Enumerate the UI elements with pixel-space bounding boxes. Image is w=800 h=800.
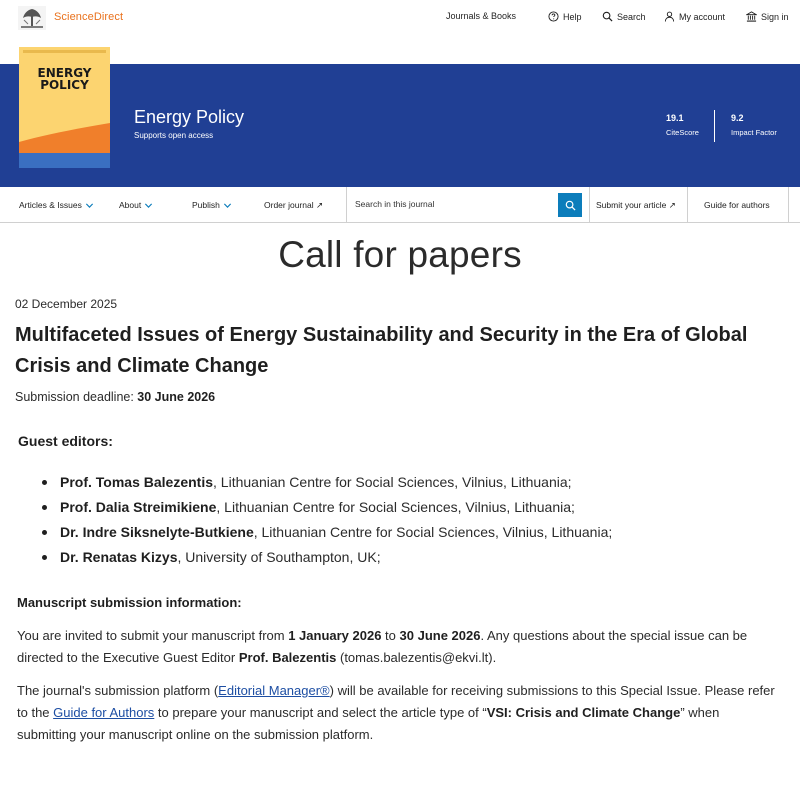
help-circle-icon xyxy=(548,11,559,22)
editor-name: Dr. Renatas Kizys xyxy=(60,549,178,565)
nav-about[interactable] xyxy=(119,200,153,210)
journal-title[interactable]: Energy Policy xyxy=(134,107,245,127)
editor-affiliation: , Lithuanian Centre for Social Sciences, Vilnius, Lithuania; xyxy=(216,499,575,515)
text: to xyxy=(381,628,400,643)
submission-deadline xyxy=(15,390,215,404)
nav-submit-article-label: Submit your article ↗ xyxy=(596,200,676,210)
text: The journal's submission platform ( xyxy=(17,683,219,698)
deadline-label: Submission deadline: xyxy=(15,390,138,404)
editor-email: (tomas.balezentis@ekvi.lt). xyxy=(336,650,497,665)
guest-editors-list xyxy=(40,470,612,570)
nav-divider xyxy=(788,187,789,223)
text: to prepare your manuscript and select the article type of “ xyxy=(154,705,487,720)
nav-guide-for-authors[interactable] xyxy=(704,200,770,210)
institution-icon xyxy=(746,11,757,22)
deadline-value: 30 June 2026 xyxy=(137,390,216,404)
end-date: 30 June 2026 xyxy=(399,628,481,643)
guest-editors-heading: Guest editors: xyxy=(18,433,113,449)
text: ” when submitting your manuscript online on the submission platform. xyxy=(17,705,720,742)
submission-period-paragraph xyxy=(17,625,777,669)
text: ) will be available for receiving submissions to this Special Issue. Please refer to the xyxy=(17,683,775,720)
nav-about-label: About xyxy=(119,200,142,210)
help-link[interactable] xyxy=(548,11,582,22)
text: . Any questions about the special issue can be directed to the Executive Guest Editor xyxy=(17,628,748,665)
impact-factor-value: 9.2 xyxy=(731,113,744,123)
start-date: 1 January 2026 xyxy=(288,628,382,643)
sciencedirect-brand[interactable]: ScienceDirect xyxy=(54,11,124,23)
editorial-manager-link[interactable]: Editorial Manager® xyxy=(218,683,330,698)
help-label: Help xyxy=(563,11,582,22)
submission-info-heading: Manuscript submission information: xyxy=(17,595,242,610)
chevron-down-icon xyxy=(223,201,232,210)
list-item xyxy=(40,470,612,495)
editor-name: Prof. Tomas Balezentis xyxy=(60,474,214,490)
my-account-label: My account xyxy=(679,11,726,22)
cover-title: ENERGY POLICY xyxy=(37,66,92,92)
top-bar xyxy=(0,0,800,64)
nav-articles-issues[interactable] xyxy=(19,200,94,210)
journal-search-input[interactable] xyxy=(355,199,555,209)
nav-order-journal[interactable] xyxy=(264,200,323,211)
nav-divider xyxy=(687,187,688,223)
journals-books-label: Journals & Books xyxy=(446,11,517,21)
editor-affiliation: , University of Southampton, UK; xyxy=(177,549,381,565)
chevron-down-icon xyxy=(85,201,94,210)
submission-platform-paragraph xyxy=(17,680,777,746)
citescore-value: 19.1 xyxy=(666,113,684,123)
impact-factor-label: Impact Factor xyxy=(731,128,777,137)
chevron-down-icon xyxy=(144,201,153,210)
journal-nav-bar xyxy=(0,187,800,223)
search-icon xyxy=(602,11,613,22)
publication-date: 02 December 2025 xyxy=(15,297,118,311)
nav-guide-for-authors-label: Guide for authors xyxy=(704,200,770,210)
journal-search-box xyxy=(346,187,582,223)
sign-in-label: Sign in xyxy=(761,11,789,22)
sign-in-link[interactable] xyxy=(746,11,789,22)
nav-articles-issues-label: Articles & Issues xyxy=(19,200,82,210)
guide-for-authors-link[interactable]: Guide for Authors xyxy=(53,705,155,720)
list-item xyxy=(40,545,612,570)
my-account-link[interactable] xyxy=(664,11,725,22)
nav-divider xyxy=(589,187,590,223)
journal-open-access: Supports open access xyxy=(134,131,214,140)
search-label: Search xyxy=(617,11,646,22)
impact-factor-metric[interactable] xyxy=(731,113,777,137)
user-icon xyxy=(664,11,675,22)
journal-cover-image[interactable] xyxy=(19,47,110,168)
list-item xyxy=(40,520,612,545)
citescore-label: CiteScore xyxy=(666,128,699,137)
text: You are invited to submit your manuscript from xyxy=(17,628,289,643)
search-link[interactable] xyxy=(602,11,646,22)
executive-editor-name: Prof. Balezentis xyxy=(238,650,337,665)
article-type: VSI: Crisis and Climate Change xyxy=(486,705,681,720)
search-icon xyxy=(565,200,576,211)
list-item xyxy=(40,495,612,520)
nav-submit-article[interactable] xyxy=(596,200,676,211)
journal-search-button[interactable] xyxy=(558,193,582,217)
metric-divider xyxy=(714,110,715,142)
journals-books-link[interactable] xyxy=(446,11,516,21)
editor-name: Prof. Dalia Streimikiene xyxy=(60,499,217,515)
editor-affiliation: , Lithuanian Centre for Social Sciences, Vilnius, Lithuania; xyxy=(253,524,613,540)
nav-order-journal-label: Order journal ↗ xyxy=(264,200,324,210)
nav-publish-label: Publish xyxy=(192,200,220,210)
nav-publish[interactable] xyxy=(192,200,232,210)
editor-affiliation: , Lithuanian Centre for Social Sciences, Vilnius, Lithuania; xyxy=(213,474,572,490)
editor-name: Dr. Indre Siksnelyte-Butkiene xyxy=(60,524,254,540)
elsevier-logo-icon[interactable] xyxy=(18,6,46,30)
page-heading: Call for papers xyxy=(278,234,522,275)
call-title: Multifaceted Issues of Energy Sustainability and Security in the Era of Global Crisis and Climate Change xyxy=(15,324,748,377)
citescore-metric[interactable] xyxy=(666,113,699,137)
